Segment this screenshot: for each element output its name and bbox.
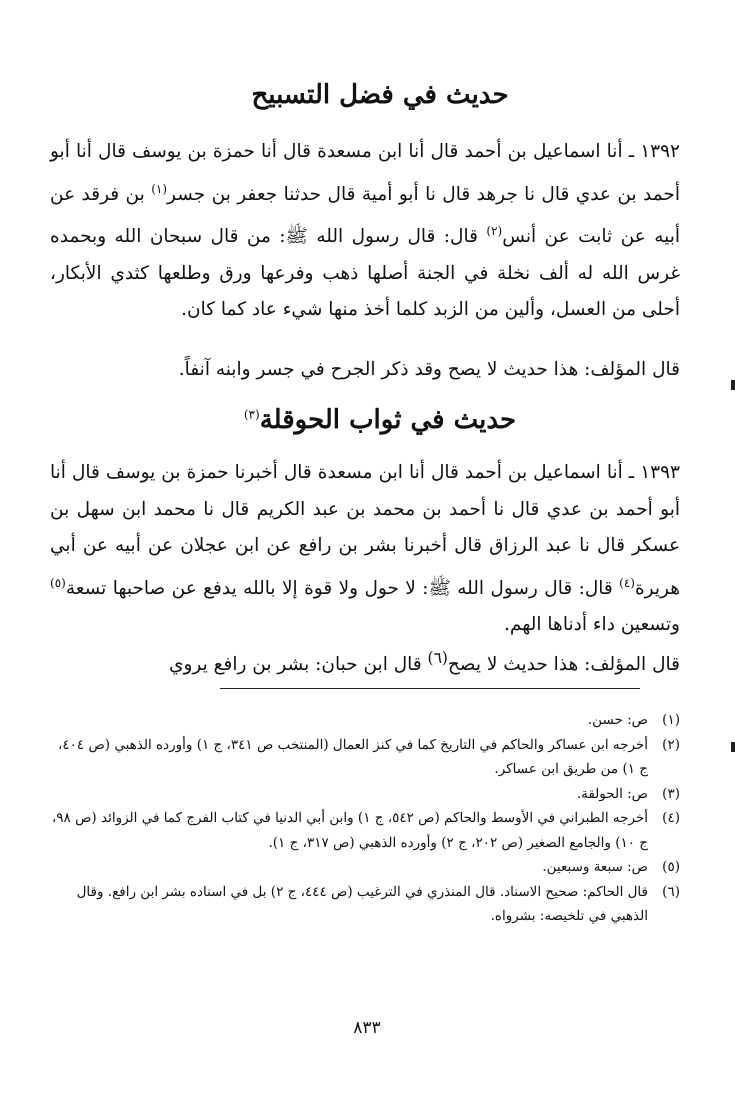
footnote-ref-1[interactable]: (١) [151, 181, 168, 196]
author-note-1: قال المؤلف: هذا حديث لا يصح وقد ذكر الجرح في جسر وابنه آنفاً. [178, 359, 680, 380]
scan-edge-mark-bottom [731, 742, 735, 752]
hadith-1393: ١٣٩٣ ـ أنا اسماعيل بن أحمد قال أنا ابن مسعدة قال أخبرنا حمزة بن يوسف قال أنا أبو أحمد بن عدي قال نا أحمد بن محمد بن عبد الكريم قال نا محمد ابن سهل بن عسكر قال نا عبد الرزاق قال أخبرنا بشر بن رافع عن ابن عجلان عن أبيه عن أبي هريرة$^{(٤)}$ قال: قال رسول الله ﷺ: لا حول ولا قوة إلا بالله يدفع عن صاحبها تسعة$^{(٥)}$ وتسعين داء أدناها الهم. [50, 462, 680, 636]
footnote-ref-6[interactable]: (٦) [427, 649, 448, 667]
section-title-tasbih: حديث في فضل التسبيح [251, 80, 509, 110]
section-title-hawqala: حديث في ثواب الحوقلة$^{(٣)}$ [243, 405, 517, 435]
author-note-2: قال المؤلف: هذا حديث لا يصح$^{(٦)}$ قال ابن حبان: بشر بن رافع يروي [168, 649, 680, 676]
footnote-1: (١) ص: حسن. [587, 712, 680, 728]
footnote-ref-5[interactable]: (٥) [50, 575, 66, 590]
footnote-ref-3[interactable]: (٣) [243, 407, 260, 422]
scan-edge-mark-top [731, 380, 735, 390]
page-number: ٨٣٣ [353, 1018, 381, 1038]
footnote-5: (٥) ص: سبعة وسبعين. [542, 859, 680, 875]
footnote-6: (٦) قال الحاكم: صحيح الاسناد. قال المنذري في الترغيب (ص ٤٤٤، ج ٢) بل في اسناده بشر ابن رافع. وقال الذهبي في تلخيصه: بشرواه. [76, 883, 680, 924]
footnote-4: (٤) أخرجه الطبراني في الأوسط والحاكم (ص ٥٤٢، ج ١) وابن أبي الدنيا في كتاب الفرج كما في الزوائد (ص ٩٨، ج ١٠) والجامع الصغير (ص ٢٠٢، ج ٢) وأورده الذهبي (ص ٣١٧، ج ١). [51, 810, 680, 851]
footnote-ref-4[interactable]: (٤) [619, 575, 635, 590]
footnote-3: (٣) ص: الحولقة. [576, 785, 680, 802]
footnote-2: (٢) أخرجه ابن عساكر والحاكم في التاريخ كما في كنز العمال (المنتخب ص ٣٤١، ج ١) وأورده الذهبي (ص ٤٠٤، ج ١) من طريق ابن عساكر. [58, 736, 680, 777]
footnotes [48, 708, 680, 929]
footnote-divider [220, 688, 640, 689]
footnote-ref-2[interactable]: (٢) [486, 224, 503, 239]
hadith-1392: ١٣٩٢ ـ أنا اسماعيل بن أحمد قال أنا ابن مسعدة قال أنا حمزة بن يوسف قال أنا أبو أحمد بن عدي قال نا جرهد قال نا أبو أمية قال حدثنا جعفر بن جسر$^{(١)}$ بن فرقد عن أبيه عن ثابت عن أنس$^{(٢)}$ قال: قال رسول الله ﷺ: من قال سبحان الله وبحمده غرس الله له ألف نخلة في الجنة أصلها ذهب وفرعها ورق وطلعها كثدي الأبكار، أحلى من العسل، وألين من الزبد كلما أخذ منها شيء عاد كما كان. [50, 141, 680, 321]
